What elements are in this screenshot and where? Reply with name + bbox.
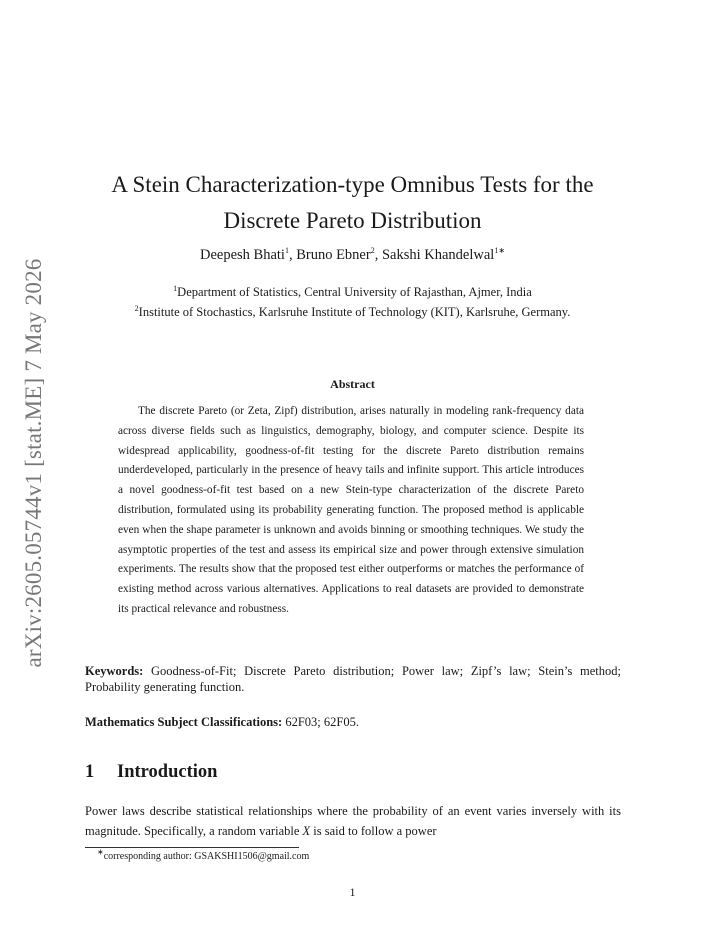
abstract-body: The discrete Pareto (or Zeta, Zipf) distribution, arises naturally in modeling rank-frequency data across diverse fields such as linguistics, demography, biology, and computer science. Despite its widespread applicability, goodness-of-fit testing for the discrete Pareto distribution remains underdeveloped, particularly in the presence of heavy tails and infinite support. This article introduces a novel goodness-of-fit test based on a new Stein-type characterization of the discrete Pareto distribution, formulated using its probability generating function. The proposed method is applicable even when the shape parameter is unknown and avoids binning or smoothing techniques. We study the asymptotic properties of the test and assess its empirical size and power through extensive simulation experiments. The results show that the proposed test either outperforms or matches the performance of existing method across various alternatives. Applications to real datasets are provided to demonstrate its practical relevance and robustness.	[118, 405, 584, 615]
author-name: Deepesh Bhati	[199, 247, 285, 263]
title-line-1: A Stein Characterization-type Omnibus Tests for the	[111, 172, 594, 198]
affiliation-text: Department of Statistics, Central University of Rajasthan, Ajmer, India	[177, 285, 532, 299]
footnote-text: corresponding author: GSAKSHI1506@gmail.com	[103, 851, 310, 862]
affiliation	[60, 302, 645, 322]
arxiv-stamp: arXiv:2605.05744v1 [stat.ME] 7 May 2026	[21, 258, 46, 668]
title-line-2: Discrete Pareto Distribution	[223, 208, 482, 234]
section-title: Introduction	[117, 762, 218, 782]
footnote	[97, 847, 310, 862]
footnote-rule	[85, 847, 299, 848]
page-number: 1	[349, 885, 356, 899]
intro-variable: X	[302, 824, 311, 838]
author-name: Sakshi Khandelwal	[381, 247, 495, 263]
keywords-label: Keywords:	[85, 664, 144, 678]
paper-title	[60, 167, 645, 239]
section-heading	[85, 762, 217, 783]
author-mark: 1∗	[494, 246, 506, 256]
author-mark: 1	[284, 246, 289, 256]
author-name: Bruno Ebner	[296, 247, 371, 263]
keywords-text: Goodness-of-Fit; Discrete Pareto distribution; Power law; Zipf’s law; Stein’s method; Probability generating function.	[85, 664, 621, 694]
affiliation	[60, 282, 645, 302]
msc-label: Mathematics Subject Classifications:	[85, 715, 283, 729]
intro-text: Power laws describe statistical relationships where the probability of an event varies inversely with its magnitude. Specifically, a random variable	[85, 804, 621, 838]
affiliation-list	[60, 282, 645, 322]
intro-text-continued: is said to follow a power	[310, 824, 437, 838]
intro-paragraph	[85, 801, 621, 841]
affiliation-text: Institute of Stochastics, Karlsruhe Institute of Technology (KIT), Karlsruhe, Germany.	[138, 305, 571, 319]
msc-classifications	[85, 715, 621, 730]
keywords	[85, 664, 621, 695]
footnote-mark: ∗	[97, 847, 104, 857]
section-number: 1	[85, 762, 95, 782]
author-mark: 2	[370, 246, 375, 256]
abstract-heading: Abstract	[330, 377, 375, 391]
author-list: Deepesh Bhati$^1$, Bruno Ebner$^2$, Sakshi Khandelwal$^{1∗}$	[199, 246, 506, 263]
affiliation-mark: 2	[134, 303, 139, 313]
affiliation-mark: 1	[173, 283, 178, 293]
msc-text: 62F03; 62F05.	[285, 715, 359, 729]
